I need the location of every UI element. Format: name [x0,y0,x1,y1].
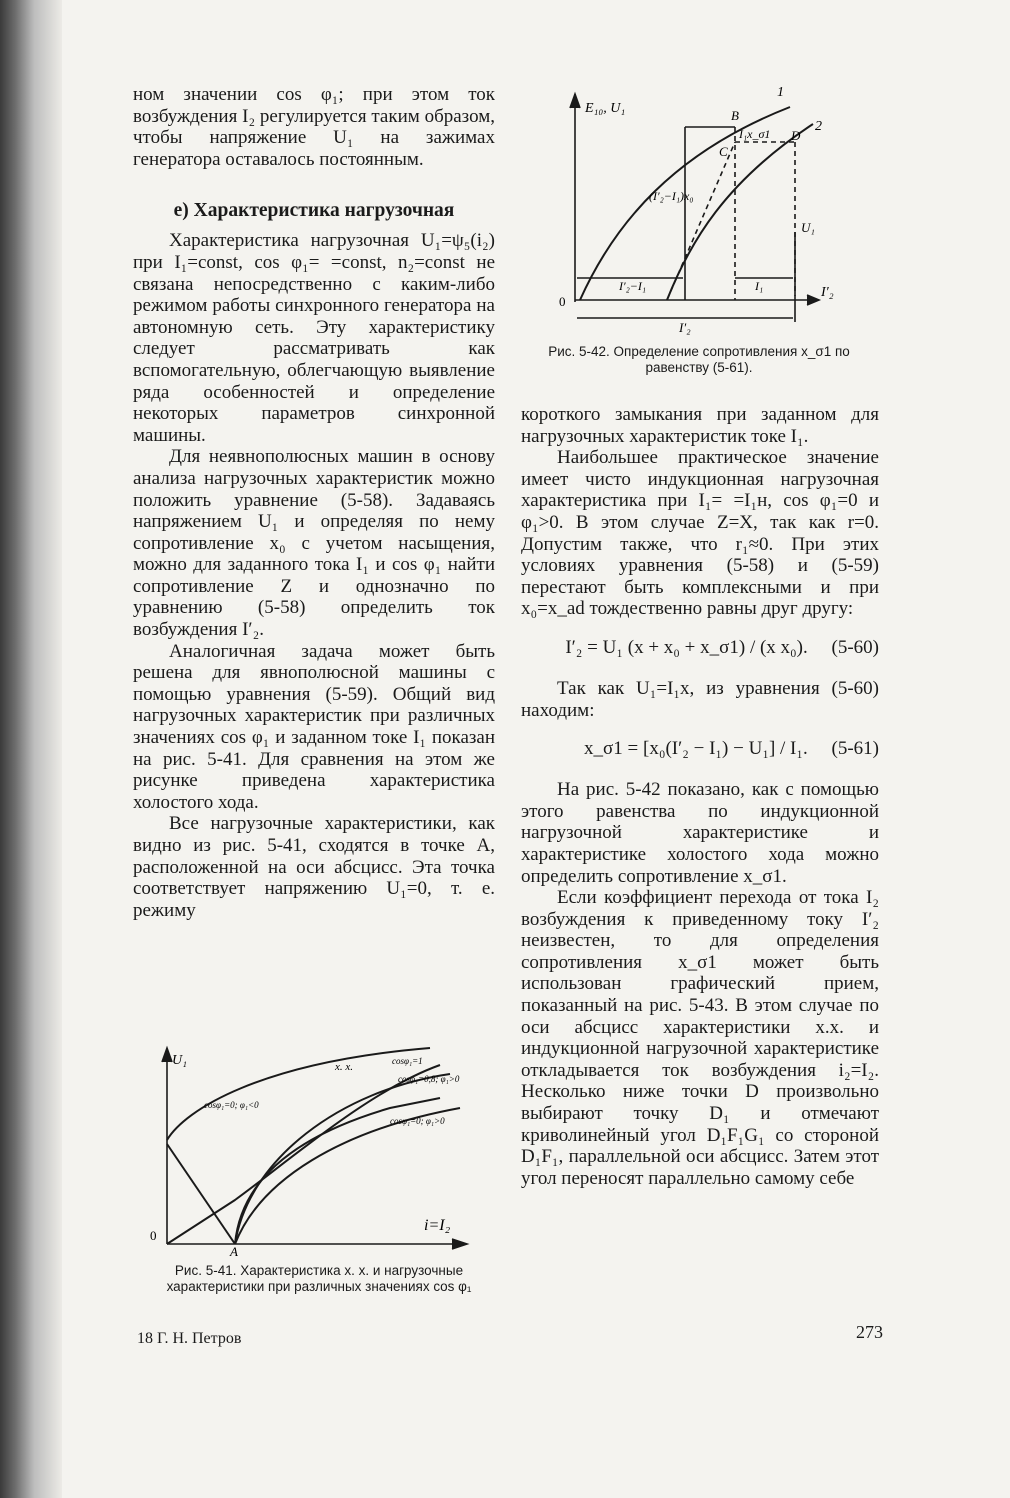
equation-5-60 [521,628,879,668]
fig41-origin-label: 0 [150,1228,157,1243]
figure-5-41-caption: Рис. 5-41. Характеристика х. х. и нагрузочные характеристики при различных значениях cos φ₁ [166,1263,472,1294]
x-axis-arrow [452,1239,467,1249]
fig41-label-cos08: cosφ₁=0,8; φ₁>0 [398,1074,460,1084]
page-number: 273 [856,1322,883,1342]
fig41-x-label: i=I₂ [424,1217,451,1234]
fig42-label-diff-x0: (I′₂−I₁)x₀ [649,189,694,203]
book-binding-shadow [0,0,62,1498]
curve-no-load [167,1048,430,1140]
fig42-y-label: E₁₀, U₁ [585,101,626,116]
fig42-origin-label: 0 [559,294,566,309]
fig41-label-cos1: cosφ₁=1 [392,1056,423,1066]
equation-5-60-body: I′₂ = U₁ (x + x₀ + x_σ1) / (x x₀). [565,636,808,658]
fig42-point-c-label: C [719,144,728,159]
fig42-label-i1: I₁ [755,279,764,293]
equation-5-61-label: (5-61) [831,738,879,760]
right-column [521,404,879,1189]
fig41-point-a-label: A [230,1244,238,1259]
fig42-point-d-label: D [791,128,801,143]
fig42-curve-1-label: 1 [777,85,784,100]
paragraph-short-circuit: короткого замыкания при заданном для нагрузочных характеристик токе I₁. [521,404,879,447]
fig42-curve-2-label: 2 [815,119,822,134]
paragraph-intro: ном значении cos φ₁; при этом ток возбуждения I₂ регулируется таким образом, чтобы напряжение U₁ на зажимах генератора оставалось постоянным. [133,84,495,170]
curve-cos0-neg [167,1144,235,1244]
fig41-label-cos0-neg: cosφ₁=0; φ₁<0 [204,1100,259,1110]
paragraph-inductive-load: Наибольшее практическое значение имеет чисто индукционная нагрузочная характеристика при I₁= =I₁н, cos φ₁=0 и φ₁>0. В этом случае Z=X, так как r=0. Допустим также, что r₁≈0. При этих условиях уравнения (5-58) и (5-59) перестают быть комплексными и при x₀=x_ad тождественно равны друг другу: [521,447,879,620]
curve-2-load [667,124,813,300]
paragraph-salient-machines: Аналогичная задача может быть решена для явнополюсной машины с помощью уравнения (5-59). Общий вид нагрузочных характеристик при различных значениях cos φ₁ и заданном токе I₁ показан на рис. 5-41. Для сравнения на этом же рисунке приведена характеристика холостого хода. [133,640,495,813]
section-heading: е) Характеристика нагрузочная [173,200,455,222]
figure-5-42-caption: Рис. 5-42. Определение сопротивления x_σ1 по равенству (5-61). [548,344,850,375]
fig41-label-cos0-pos: cosφ₁=0; φ₁>0 [390,1116,445,1126]
equation-5-61 [521,729,879,769]
paragraph-load-characteristic: Характеристика нагрузочная U₁=ψ₅(i₂) при I₁=const, cos φ₁= =const, n₂=const не связана непосредственно с каким-либо режимом работы синхронного генератора на автономную сеть. Эту характеристику следует рассматривать как вспомогательную, облегчающую выявление ряда особенностей и определение некоторых параметров синхронной машины. [133,230,495,446]
fig42-label-i1xs: I₁x_σ1 [739,127,771,141]
paragraph-nonsalient-machines: Для неявнополюсных машин в основу анализа нагрузочных характеристик можно положить уравнение (5-58). Задаваясь напряжением U₁ и определяя по нему сопротивление x₀ с учетом насыщения, можно для заданного тока I₁ и cos φ₁ найти сопротивление Z и однозначно по уравнению (5-58) определить ток возбуждения I′₂. [133,446,495,641]
fig42-label-i2-minus-i1: I′₂−I₁ [619,279,647,293]
paragraph-graphical-method: Если коэффициент перехода от тока I₂ возбуждения к приведенному току I′₂ неизвестен, то для определения сопротивления x_σ1 может быть использован графический прием, показанный на рис. 5-43. В этом случае по оси абсцисс характеристики х.х. и индукционной нагрузочной характеристике откладывается ток возбуждения i₂=I₂. Несколько ниже точки D произвольно выбирают точку D₁ и отмечают криволинейный угол D₁F₁G₁ со стороной D₁F₁, параллельной оси абсцисс. Затем этот угол переносят параллельно самому себе [521,887,879,1189]
figure-5-41 [140,1040,500,1260]
equation-5-61-body: x_σ1 = [x₀(I′₂ − I₁) − U₁] / I₁. [584,738,808,760]
curve-cos08 [235,1074,450,1244]
y-axis-arrow [570,94,580,108]
fig42-point-b-label: B [731,108,739,123]
fig42-label-u1: U₁ [801,220,815,235]
curve-cos1 [167,1065,440,1244]
fig41-label-no-load: x. x. [335,1061,354,1073]
left-column [133,84,495,921]
figure-5-42 [555,82,865,342]
paragraph-since-u1: Так как U₁=I₁x, из уравнения (5-60) находим: [521,677,879,721]
paragraph-point-a: Все нагрузочные характеристики, как видно из рис. 5-41, сходятся в точке A, расположенной на оси абсцисс. Эта точка соответствует напряжению U₁=0, т. е. режиму [133,813,495,921]
fig42-label-i2p-bottom: I′₂ [679,320,691,335]
x-axis-arrow [807,295,819,305]
y-axis-arrow [162,1048,172,1062]
paragraph-fig-5-42-ref: На рис. 5-42 показано, как с помощью этого равенства по индукционной нагрузочной характеристике и характеристике холостого хода можно определить сопротивление x_σ1. [521,779,879,887]
fig42-label-i2p-axis: I′₂ [821,285,834,300]
fig41-y-label: U₁ [172,1053,187,1068]
equation-5-60-label: (5-60) [831,636,879,658]
footer-author: 18 Г. Н. Петров [137,1330,242,1347]
